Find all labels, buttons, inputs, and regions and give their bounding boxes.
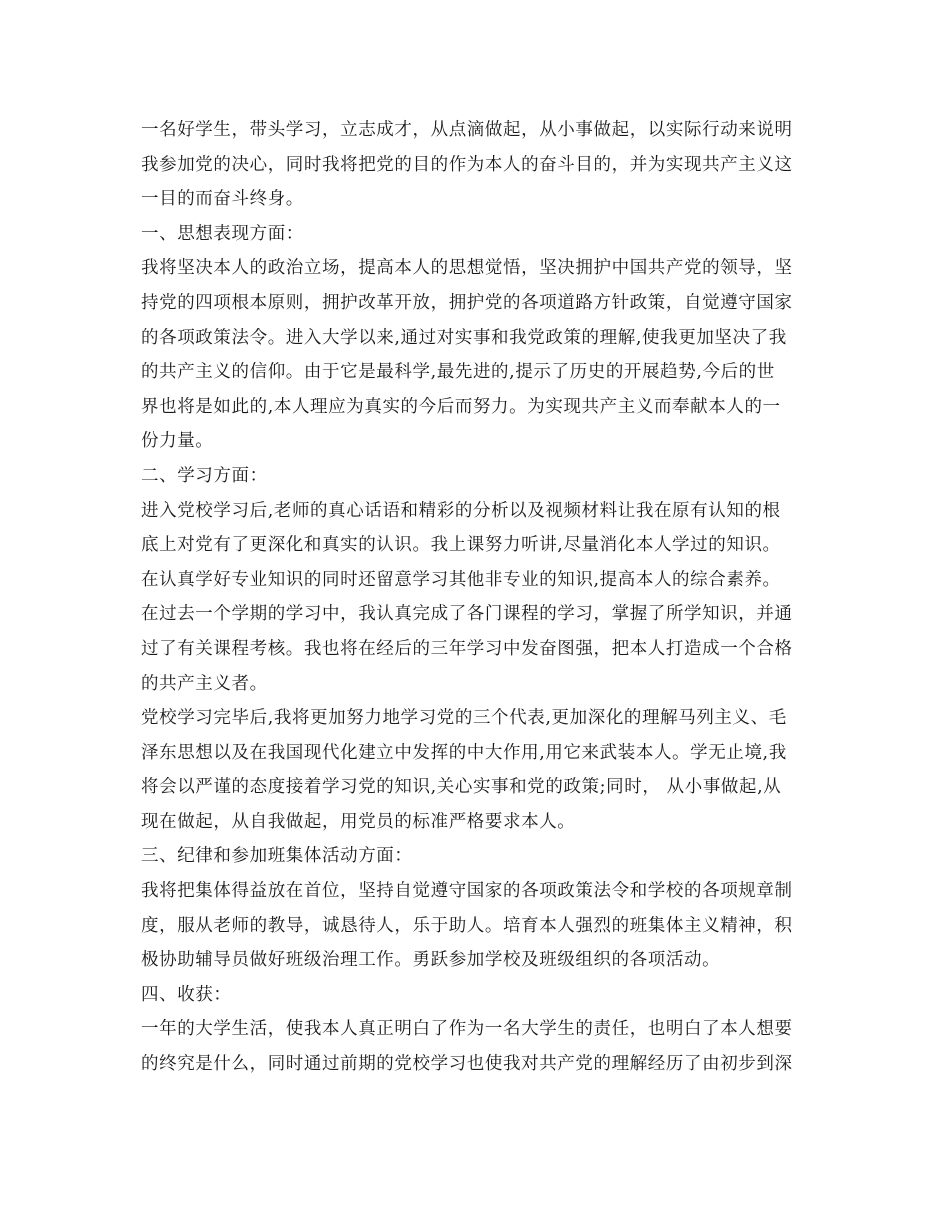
section-heading: 一、思想表现方面： <box>141 223 304 244</box>
text-line: 一年的大学生活，使我本人真正明白了作为一名大学生的责任，也明白了本人想要 <box>141 1019 793 1040</box>
text-line: 在认真学好专业知识的同时还留意学习其他非专业的知识,提高本人的综合素养。 <box>141 569 781 590</box>
text-line: 在过去一个学期的学习中，我认真完成了各门课程的学习，掌握了所学知识，并通 <box>141 604 793 625</box>
text-line: 我将把集体得益放在首位，坚持自觉遵守国家的各项政策法令和学校的各项规章制 <box>141 881 793 902</box>
section-heading: 二、学习方面： <box>141 465 268 486</box>
text-line: 党校学习完毕后,我将更加努力地学习党的三个代表,更加深化的理解马列主义、毛 <box>141 708 787 729</box>
text-line: 的各项政策法令。进入大学以来,通过对实事和我党政策的理解,使我更加坚决了我 <box>141 327 787 348</box>
text-line: 一名好学生，带头学习，立志成才，从点滴做起，从小事做起，以实际行动来说明 <box>141 120 793 140</box>
text-line: 现在做起，从自我做起，用党员的标准严格要求本人。 <box>141 811 576 832</box>
text-line: 进入党校学习后,老师的真心话语和精彩的分析以及视频材料让我在原有认知的根 <box>141 500 781 521</box>
text-line: 界也将是如此的,本人理应为真实的今后而努力。为实现共产主义而奉献本人的一 <box>141 396 781 417</box>
text-line: 度，服从老师的教导，诚恳待人，乐于助人。培育本人强烈的班集体主义精神，积 <box>141 915 793 936</box>
text-line: 我将坚决本人的政治立场，提高本人的思想觉悟，坚决拥护中国共产党的领导，坚 <box>141 258 793 279</box>
text-line: 的终究是什么，同时通过前期的党校学习也使我对共产党的理解经历了由初步到深 <box>141 1054 793 1075</box>
text-line: 份力量。 <box>141 431 214 452</box>
text-line: 过了有关课程考核。我也将在经后的三年学习中发奋图强，把本人打造成一个合格 <box>141 638 793 659</box>
text-line: 的共产主义者。 <box>141 673 268 694</box>
text-line: 泽东思想以及在我国现代化建立中发挥的中大作用,用它来武装本人。学无止境,我 <box>141 742 787 763</box>
document-body <box>141 113 821 1082</box>
text-line: 极协助辅导员做好班级治理工作。勇跃参加学校及班级组织的各项活动。 <box>141 950 721 971</box>
text-line: 底上对党有了更深化和真实的认识。我上课努力听讲,尽量消化本人学过的知识。 <box>141 535 781 556</box>
text-line: 持党的四项根本原则，拥护改革开放，拥护党的各项道路方针政策，自觉遵守国家 <box>141 292 793 313</box>
section-heading: 四、收获： <box>141 984 232 1005</box>
section-heading: 三、纪律和参加班集体活动方面： <box>141 846 413 867</box>
text-line: 一目的而奋斗终身。 <box>141 189 304 210</box>
text-line: 的共产主义的信仰。由于它是最科学,最先进的,提示了历史的开展趋势,今后的世 <box>141 362 775 383</box>
text-line: 我参加党的决心，同时我将把党的目的作为本人的奋斗目的，并为实现共产主义这 <box>141 154 793 175</box>
text-line: 将会以严谨的态度接着学习党的知识,关心实事和党的政策;同时， 从小事做起,从 <box>141 777 782 798</box>
